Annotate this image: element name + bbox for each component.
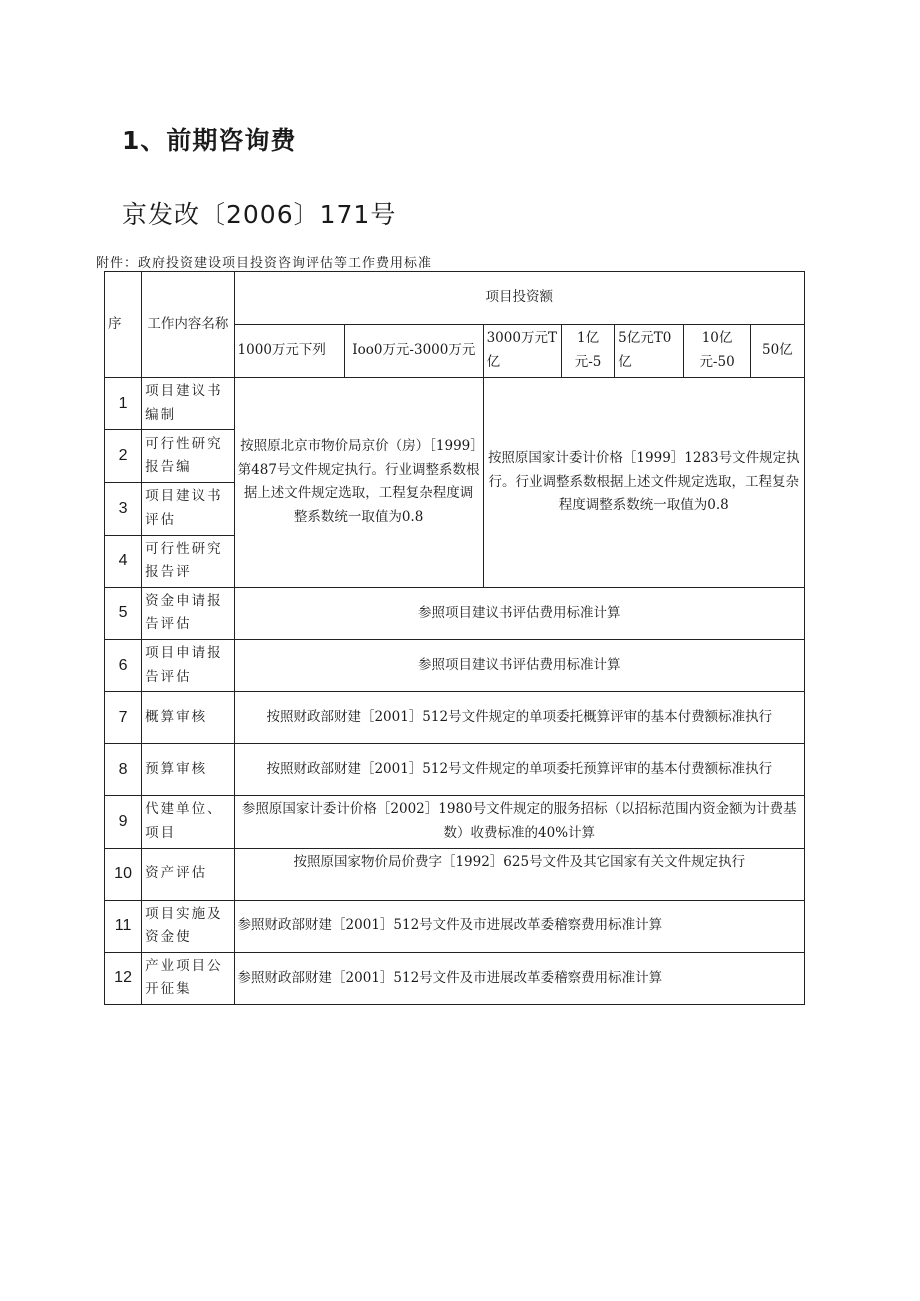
table-row: [105, 378, 805, 430]
row-name: 资金申请报告评估: [142, 587, 234, 639]
row-desc: 参照财政部财建［2001］512号文件及市进展改革委稽察费用标准计算: [234, 952, 804, 1004]
row-name: 项目申请报告评估: [142, 640, 234, 692]
row-name: 概算审核: [142, 692, 234, 744]
row-desc: 按照财政部财建［2001］512号文件规定的单项委托预算评审的基本付费额标准执行: [234, 744, 804, 796]
header-range: 1000万元下列: [234, 325, 344, 378]
row-name: 产业项目公开征集: [142, 952, 234, 1004]
row-name: 资产评估: [142, 848, 234, 900]
row-number: 6: [105, 640, 142, 692]
row-number: 12: [105, 952, 142, 1004]
row-number: 11: [105, 900, 142, 952]
row-number: 3: [105, 483, 142, 535]
row-desc: 参照项目建议书评估费用标准计算: [234, 587, 804, 639]
row-number: 5: [105, 587, 142, 639]
row-desc: 按照财政部财建［2001］512号文件规定的单项委托概算评审的基本付费额标准执行: [234, 692, 804, 744]
row-number: 8: [105, 744, 142, 796]
table-row: [105, 587, 805, 639]
header-work-content: 工作内容名称: [142, 272, 234, 378]
table-row: [105, 796, 805, 848]
row-number: 2: [105, 430, 142, 483]
row-name: 项目建议书编制: [142, 378, 234, 430]
table-row: [105, 848, 805, 900]
header-range: 3000万元T亿: [483, 325, 561, 378]
header-range: 10亿元-50: [684, 325, 750, 378]
fee-standard-table: [104, 271, 805, 1005]
row-name: 项目建议书评估: [142, 483, 234, 535]
merged-desc-right: 按照原国家计委计价格［1999］1283号文件规定执行。行业调整系数根据上述文件规定选取，工程复杂程度调整系数统一取值为0.8: [483, 378, 804, 588]
row-name: 预算审核: [142, 744, 234, 796]
section-heading: 1、前期咨询费: [122, 126, 297, 155]
row-name: 代建单位、项目: [142, 796, 234, 848]
merged-desc-left: 按照原北京市物价局京价（房）［1999］第487号文件规定执行。行业调整系数根据上述文件规定选取，工程复杂程度调整系数统一取值为0.8: [234, 378, 483, 588]
header-range: 1亿元-5: [561, 325, 614, 378]
table-row: [105, 744, 805, 796]
row-name: 项目实施及资金使: [142, 900, 234, 952]
header-range: 50亿: [750, 325, 804, 378]
row-number: 4: [105, 535, 142, 587]
row-desc: 按照原国家物价局价费字［1992］625号文件及其它国家有关文件规定执行: [234, 848, 804, 900]
document-number: 京发改〔2006〕171号: [122, 200, 397, 229]
header-seq: 序: [105, 272, 142, 378]
header-investment: 项目投资额: [234, 272, 804, 325]
row-number: 9: [105, 796, 142, 848]
row-number: 1: [105, 378, 142, 430]
table-row: [105, 900, 805, 952]
row-number: 10: [105, 848, 142, 900]
attachment-title: 附件：政府投资建设项目投资咨询评估等工作费用标准: [96, 256, 433, 271]
row-desc: 参照项目建议书评估费用标准计算: [234, 640, 804, 692]
row-name: 可行性研究报告评: [142, 535, 234, 587]
row-name: 可行性研究报告编: [142, 430, 234, 483]
header-range: Ioo0万元-3000万元: [345, 325, 484, 378]
table-row: [105, 692, 805, 744]
row-number: 7: [105, 692, 142, 744]
table-row: [105, 640, 805, 692]
row-desc: 参照原国家计委计价格［2002］1980号文件规定的服务招标（以招标范围内资金额为计费基数）收费标准的40%计算: [234, 796, 804, 848]
header-range: 5亿元T0亿: [615, 325, 684, 378]
row-desc: 参照财政部财建［2001］512号文件及市进展改革委稽察费用标准计算: [234, 900, 804, 952]
table-row: [105, 952, 805, 1004]
